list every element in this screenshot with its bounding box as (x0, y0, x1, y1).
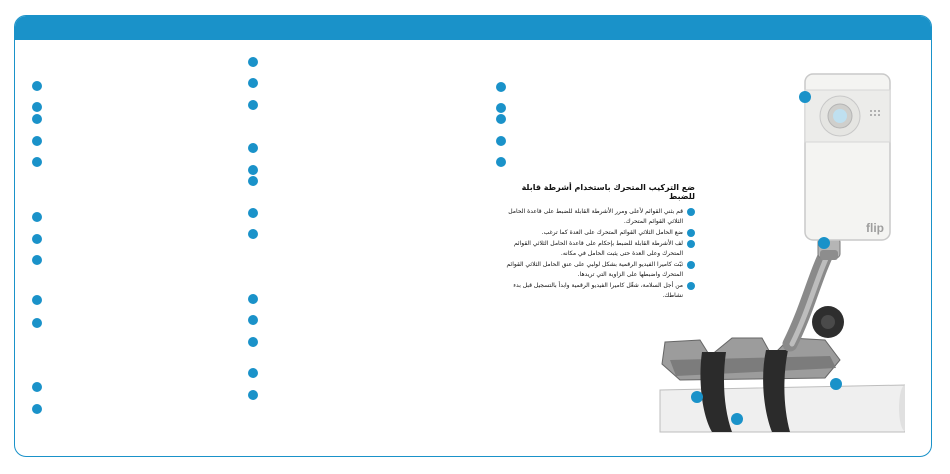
bullet-dot-icon (32, 404, 42, 414)
tripod-neck-ring (820, 250, 838, 260)
bullet-dot-icon (248, 368, 258, 378)
bullet-dot-icon (32, 212, 42, 222)
callout-dot-icon (691, 391, 703, 403)
step-text: ثبّت كاميرا الفيديو الرقمية بشكل لولبي على عنق الحامل الثلاثي القوائم المتحرك واضبطها على الزاوية التي تريدها. (506, 261, 683, 278)
bullet-dot-icon (32, 295, 42, 305)
bullet-dot-icon (32, 255, 42, 265)
bullet-dot-icon (248, 176, 258, 186)
bullet-dot-icon (32, 318, 42, 328)
bullet-dot-icon (248, 294, 258, 304)
camera-mount-illustration (640, 60, 905, 440)
bullet-dot-icon (248, 208, 258, 218)
bullet-dot-icon (248, 165, 258, 175)
bullet-dot-icon (496, 103, 506, 113)
bullet-dot-icon (248, 78, 258, 88)
callout-dot-icon (731, 413, 743, 425)
callout-dot-icon (799, 91, 811, 103)
camera-lens-glass (833, 109, 847, 123)
bullet-dot-icon (32, 136, 42, 146)
bullet-dot-icon (496, 82, 506, 92)
callout-dot-icon (818, 237, 830, 249)
bullet-dot-icon (248, 229, 258, 239)
step-text: من أجل السلامة، شغّل كاميرا الفيديو الرقمية وابدأ بالتسجيل قبل بدء نشاطك. (513, 282, 683, 299)
callout-dot-icon (830, 378, 842, 390)
header-bar (15, 16, 931, 40)
bullet-dot-icon (248, 57, 258, 67)
step-text: لف الأشرطة القابلة للضبط بإحكام على قاعدة الحامل الثلاثي القوائم المتحرك وعلى العدة حتى يثبت الحامل في مكانه. (513, 240, 683, 257)
bullet-dot-icon (248, 315, 258, 325)
bullet-dot-icon (248, 100, 258, 110)
bullet-dot-icon (496, 136, 506, 146)
step-text: قم بثني القوائم لأعلى ومرر الأشرطة القابلة للضبط على قاعدة الحامل الثلاثي القوائم المتحرك. (508, 208, 683, 225)
tighten-knob-center (821, 315, 835, 329)
bullet-dot-icon (248, 337, 258, 347)
bullet-dot-icon (32, 157, 42, 167)
step-text: ضع الحامل الثلاثي القوائم المتحرك على العدة كما ترغب. (541, 229, 683, 236)
section-title: ضع التركيب المتحرك باستخدام أشرطة قابلة للضبط (521, 183, 695, 201)
bullet-dot-icon (32, 234, 42, 244)
bullet-dot-icon (496, 157, 506, 167)
bullet-dot-icon (32, 382, 42, 392)
bullet-dot-icon (248, 143, 258, 153)
bullet-dot-icon (32, 114, 42, 124)
bullet-dot-icon (32, 81, 42, 91)
flip-logo: flip (866, 221, 884, 235)
bullet-dot-icon (248, 390, 258, 400)
bullet-dot-icon (32, 102, 42, 112)
bullet-dot-icon (496, 114, 506, 124)
